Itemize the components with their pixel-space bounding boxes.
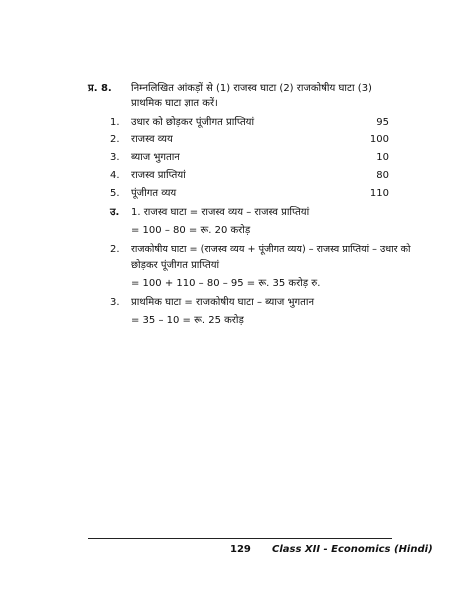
answer-3-number: 3. xyxy=(110,297,120,308)
item-number: 5. xyxy=(110,188,120,199)
item-value: 80 xyxy=(376,170,389,181)
item-number: 2. xyxy=(110,134,120,145)
answer-3-line-1: प्राथमिक घाटा = राजकोषीय घाटा – ब्याज भुगतान xyxy=(131,297,315,308)
footer-class-label: Class XII - Economics (Hindi) xyxy=(272,544,433,555)
item-label: उधार को छोड़कर पूंजीगत प्राप्तियां xyxy=(131,117,255,128)
answer-2-line-3: = 100 + 110 – 80 – 95 = रू. 35 करोड़ रु. xyxy=(131,278,321,289)
answer-2-number: 2. xyxy=(110,244,120,255)
item-value: 100 xyxy=(369,134,389,145)
item-number: 3. xyxy=(110,152,120,163)
item-label: ब्याज भुगतान xyxy=(131,152,180,163)
item-number: 4. xyxy=(110,170,120,181)
answer-2-line-1: राजकोषीय घाटा = (राजस्व व्यय + पूंजीगत व्यय) – राजस्व प्राप्तियां – उधार को xyxy=(131,244,411,255)
item-value: 10 xyxy=(376,152,389,163)
answer-3-line-2: = 35 – 10 = रू. 25 करोड़ xyxy=(131,315,244,326)
answer-1-line-2: = 100 – 80 = रू. 20 करोड़ xyxy=(131,225,251,236)
item-label: राजस्व प्राप्तियां xyxy=(131,170,186,181)
item-value: 110 xyxy=(369,188,389,199)
page-number: 129 xyxy=(230,544,251,555)
question-text-line-2: प्राथमिक घाटा ज्ञात करें। xyxy=(131,98,218,109)
answer-1-line-1: 1. राजस्व घाटा = राजस्व व्यय – राजस्व प्राप्तियां xyxy=(131,207,310,218)
footer-divider xyxy=(88,538,392,539)
item-label: राजस्व व्यय xyxy=(131,134,173,145)
question-number: प्र. 8. xyxy=(88,83,112,94)
answer-2-line-2: छोड़कर पूंजीगत प्राप्तियां xyxy=(131,260,220,271)
answer-marker: उ. xyxy=(110,207,120,218)
item-number: 1. xyxy=(110,117,120,128)
question-text-line-1: निम्नलिखित आंकड़ों से (1) राजस्व घाटा (2) राजकोषीय घाटा (3) xyxy=(131,83,372,94)
item-value: 95 xyxy=(376,117,389,128)
item-label: पूंजीगत व्यय xyxy=(131,188,177,199)
